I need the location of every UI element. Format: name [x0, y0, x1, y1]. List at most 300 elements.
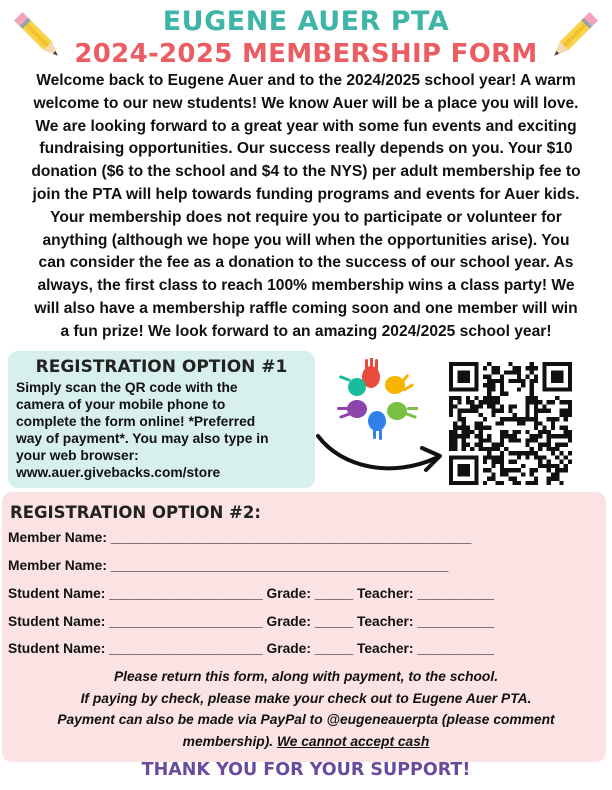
- qr-module: [483, 396, 487, 400]
- qr-module: [479, 413, 483, 417]
- qr-module: [513, 438, 517, 442]
- qr-module: [500, 383, 504, 387]
- qr-module: [453, 443, 457, 447]
- qr-module: [487, 468, 491, 472]
- qr-module: [534, 434, 538, 438]
- qr-module: [564, 443, 568, 447]
- qr-module: [496, 366, 500, 370]
- qr-module: [547, 434, 551, 438]
- qr-module: [542, 443, 546, 447]
- qr-module: [525, 443, 529, 447]
- qr-module: [555, 447, 559, 451]
- intro-line: will also have a membership raffle coming soon and one member will win: [34, 299, 578, 317]
- qr-module: [538, 443, 542, 447]
- qr-module: [568, 438, 572, 442]
- qr-module: [513, 366, 517, 370]
- qr-module: [555, 434, 559, 438]
- intro-line: Your membership does not require you to participate or volunteer for: [50, 208, 562, 226]
- qr-module: [474, 404, 478, 408]
- qr-module: [547, 430, 551, 434]
- qr-module: [559, 426, 563, 430]
- member-name-field[interactable]: Member Name: ____________________________________________: [8, 558, 449, 573]
- intro-line: always, the first class to reach 100% membership wins a class party! We: [37, 277, 575, 295]
- qr-module: [449, 438, 453, 442]
- qr-module: [530, 370, 534, 374]
- qr-module: [487, 426, 491, 430]
- qr-module: [517, 366, 521, 370]
- qr-module: [453, 438, 457, 442]
- qr-module: [551, 447, 555, 451]
- qr-module: [504, 447, 508, 451]
- option-1-line: complete the form online! *Preferred: [16, 414, 256, 429]
- qr-module: [525, 455, 529, 459]
- qr-module: [559, 481, 563, 485]
- qr-module: [457, 434, 461, 438]
- qr-module: [491, 477, 495, 481]
- qr-module: [547, 438, 551, 442]
- qr-module: [530, 451, 534, 455]
- qr-module: [568, 460, 572, 464]
- qr-module: [559, 468, 563, 472]
- qr-module: [491, 400, 495, 404]
- qr-module: [547, 460, 551, 464]
- qr-module: [521, 451, 525, 455]
- qr-module: [508, 468, 512, 472]
- qr-module: [449, 396, 453, 400]
- qr-module: [483, 447, 487, 451]
- qr-module: [496, 396, 500, 400]
- qr-module: [542, 404, 546, 408]
- qr-module: [534, 366, 538, 370]
- qr-module: [500, 481, 504, 485]
- qr-module: [555, 417, 559, 421]
- qr-module: [555, 396, 559, 400]
- qr-module: [517, 375, 521, 379]
- qr-module: [462, 409, 466, 413]
- qr-module: [521, 472, 525, 476]
- qr-module: [496, 409, 500, 413]
- qr-module: [530, 383, 534, 387]
- qr-module: [542, 426, 546, 430]
- qr-module: [504, 430, 508, 434]
- qr-module: [466, 400, 470, 404]
- qr-module: [559, 460, 563, 464]
- qr-module: [457, 396, 461, 400]
- qr-module: [547, 443, 551, 447]
- qr-module: [462, 438, 466, 442]
- qr-module: [487, 387, 491, 391]
- qr-module: [547, 400, 551, 404]
- qr-module: [551, 417, 555, 421]
- instruction-line: Payment can also be made via PayPal to @eugeneauerpta (please comment: [57, 712, 555, 727]
- qr-module: [491, 409, 495, 413]
- qr-module: [453, 434, 457, 438]
- qr-module: [542, 455, 546, 459]
- qr-module: [534, 451, 538, 455]
- qr-module: [525, 409, 529, 413]
- qr-module: [542, 464, 546, 468]
- qr-module: [504, 434, 508, 438]
- qr-module: [542, 409, 546, 413]
- qr-module: [462, 430, 466, 434]
- qr-module: [534, 477, 538, 481]
- qr-module: [530, 438, 534, 442]
- qr-module: [483, 481, 487, 485]
- qr-module: [470, 447, 474, 451]
- qr-module: [453, 430, 457, 434]
- option-1-line: your web browser:: [16, 448, 139, 463]
- qr-module: [491, 387, 495, 391]
- qr-module: [479, 447, 483, 451]
- qr-module: [555, 443, 559, 447]
- qr-module: [474, 396, 478, 400]
- qr-module: [551, 477, 555, 481]
- qr-module: [559, 443, 563, 447]
- qr-module: [534, 409, 538, 413]
- qr-module: [530, 362, 534, 366]
- intro-line: welcome to our new students! We know Auer will be a place you will love.: [33, 94, 579, 112]
- qr-module: [462, 421, 466, 425]
- qr-module: [542, 430, 546, 434]
- qr-module: [500, 472, 504, 476]
- instruction-line: If paying by check, please make your check out to Eugene Auer PTA.: [80, 690, 532, 706]
- qr-module: [479, 443, 483, 447]
- student-row[interactable]: Student Name: ____________________ Grade: _____ Teacher: __________: [8, 614, 495, 629]
- qr-module: [449, 443, 453, 447]
- qr-module: [500, 387, 504, 391]
- qr-module: [521, 421, 525, 425]
- qr-module: [487, 379, 491, 383]
- qr-module: [547, 468, 551, 472]
- qr-module: [491, 460, 495, 464]
- qr-module: [538, 434, 542, 438]
- qr-module: [457, 413, 461, 417]
- qr-module: [547, 409, 551, 413]
- qr-module: [564, 455, 568, 459]
- qr-module: [517, 379, 521, 383]
- qr-module: [517, 455, 521, 459]
- qr-module: [513, 477, 517, 481]
- qr-module: [538, 409, 542, 413]
- qr-module: [496, 379, 500, 383]
- qr-module: [470, 400, 474, 404]
- qr-module: [534, 426, 538, 430]
- qr-module: [521, 379, 525, 383]
- qr-module: [534, 396, 538, 400]
- qr-module: [500, 421, 504, 425]
- qr-module: [457, 426, 461, 430]
- qr-module: [530, 417, 534, 421]
- qr-module: [483, 383, 487, 387]
- qr-module: [466, 443, 470, 447]
- qr-module: [525, 451, 529, 455]
- qr-module: [500, 455, 504, 459]
- qr-module: [483, 375, 487, 379]
- qr-module: [500, 409, 504, 413]
- qr-module: [500, 451, 504, 455]
- qr-module: [513, 413, 517, 417]
- qr-module: [500, 392, 504, 396]
- qr-module: [538, 447, 542, 451]
- qr-module: [568, 434, 572, 438]
- qr-module: [508, 370, 512, 374]
- qr-module: [530, 379, 534, 383]
- qr-module: [483, 455, 487, 459]
- registration-option-1: [8, 351, 315, 488]
- qr-module: [538, 430, 542, 434]
- qr-module: [479, 426, 483, 430]
- qr-module: [500, 375, 504, 379]
- qr-module: [479, 400, 483, 404]
- qr-module: [530, 434, 534, 438]
- qr-module: [513, 434, 517, 438]
- qr-module: [483, 366, 487, 370]
- qr-module: [564, 430, 568, 434]
- member-name-field[interactable]: Member Name: _______________________________________________: [8, 530, 472, 545]
- qr-module: [517, 370, 521, 374]
- qr-module: [474, 421, 478, 425]
- qr-module: [508, 451, 512, 455]
- option-1-line: Simply scan the QR code with the: [16, 380, 238, 395]
- intro-line: Welcome back to Eugene Auer and to the 2024/2025 school year! A warm: [36, 72, 576, 89]
- qr-module: [449, 409, 453, 413]
- qr-module: [487, 404, 491, 408]
- qr-module: [564, 417, 568, 421]
- qr-module: [547, 477, 551, 481]
- qr-module: [551, 426, 555, 430]
- qr-module: [534, 404, 538, 408]
- qr-module: [568, 409, 572, 413]
- qr-module: [500, 379, 504, 383]
- qr-module: [496, 455, 500, 459]
- qr-module: [547, 447, 551, 451]
- intro-line: can consider the fee as a donation to the success of our school year. As: [38, 254, 574, 272]
- qr-module: [534, 455, 538, 459]
- qr-module: [564, 426, 568, 430]
- qr-module: [474, 443, 478, 447]
- qr-module: [449, 430, 453, 434]
- qr-module: [551, 464, 555, 468]
- qr-module: [496, 481, 500, 485]
- qr-module: [559, 413, 563, 417]
- instruction-text: membership).: [182, 733, 274, 749]
- qr-module: [491, 379, 495, 383]
- qr-module: [513, 468, 517, 472]
- qr-module: [474, 409, 478, 413]
- qr-module: [508, 434, 512, 438]
- qr-module: [530, 468, 534, 472]
- qr-module: [525, 438, 529, 442]
- intro-line: donation ($6 to the school and $4 to the NYS) per adult membership fee to: [31, 163, 581, 181]
- qr-module: [453, 404, 457, 408]
- qr-module: [457, 409, 461, 413]
- thank-you-message: THANK YOU FOR YOUR SUPPORT!: [141, 760, 471, 780]
- qr-module: [530, 481, 534, 485]
- qr-module: [517, 481, 521, 485]
- qr-module: [555, 472, 559, 476]
- qr-module: [517, 421, 521, 425]
- qr-module: [530, 400, 534, 404]
- qr-module: [564, 413, 568, 417]
- qr-module: [525, 396, 529, 400]
- qr-module: [500, 434, 504, 438]
- qr-module: [491, 404, 495, 408]
- qr-module: [496, 421, 500, 425]
- qr-module: [513, 404, 517, 408]
- store-url-link[interactable]: www.auer.givebacks.com/store: [16, 465, 221, 480]
- no-cash-notice: We cannot accept cash: [276, 733, 430, 749]
- qr-module: [487, 455, 491, 459]
- qr-module: [568, 413, 572, 417]
- qr-module: [457, 400, 461, 404]
- qr-module: [534, 400, 538, 404]
- qr-module: [500, 417, 504, 421]
- page-title: EUGENE AUER PTA: [162, 6, 450, 37]
- qr-module: [487, 396, 491, 400]
- qr-module: [534, 421, 538, 425]
- qr-module: [530, 447, 534, 451]
- qr-module: [551, 434, 555, 438]
- qr-module: [483, 460, 487, 464]
- qr-module: [453, 396, 457, 400]
- qr-module: [462, 417, 466, 421]
- qr-module: [479, 404, 483, 408]
- qr-module: [487, 434, 491, 438]
- qr-module: [521, 464, 525, 468]
- qr-module: [491, 396, 495, 400]
- qr-module: [551, 472, 555, 476]
- qr-module: [508, 460, 512, 464]
- qr-module: [487, 362, 491, 366]
- qr-module: [474, 434, 478, 438]
- qr-module: [479, 434, 483, 438]
- intro-line: join the PTA will help towards funding programs and events for Auer kids.: [32, 185, 580, 203]
- qr-module: [491, 472, 495, 476]
- qr-module: [559, 434, 563, 438]
- qr-module: [555, 468, 559, 472]
- qr-module: [508, 404, 512, 408]
- qr-module: [504, 468, 508, 472]
- qr-module: [483, 468, 487, 472]
- qr-module: [500, 468, 504, 472]
- qr-module: [521, 383, 525, 387]
- qr-module: [508, 362, 512, 366]
- qr-module: [508, 417, 512, 421]
- qr-module: [525, 430, 529, 434]
- intro-paragraph: [6, 70, 606, 344]
- qr-module: [530, 392, 534, 396]
- qr-module: [564, 400, 568, 404]
- qr-module: [466, 430, 470, 434]
- qr-module: [538, 464, 542, 468]
- qr-module: [551, 451, 555, 455]
- qr-module: [453, 447, 457, 451]
- qr-module: [555, 477, 559, 481]
- qr-module: [487, 383, 491, 387]
- qr-module: [534, 375, 538, 379]
- option-1-text: [16, 379, 307, 481]
- qr-module: [513, 481, 517, 485]
- option-1-line: way of payment*. You may also type in: [16, 431, 269, 446]
- qr-module: [491, 443, 495, 447]
- qr-module: [513, 451, 517, 455]
- intro-line: anything (although we hope you will when the opportunities arise). You: [42, 231, 570, 249]
- qr-module: [530, 396, 534, 400]
- qr-module: [483, 417, 487, 421]
- qr-module: [508, 438, 512, 442]
- qr-module: [530, 472, 534, 476]
- qr-module: [462, 426, 466, 430]
- qr-module: [551, 400, 555, 404]
- qr-module: [487, 438, 491, 442]
- qr-module: [470, 404, 474, 408]
- qr-module: [453, 421, 457, 425]
- qr-module: [462, 447, 466, 451]
- qr-module: [525, 404, 529, 408]
- qr-module: [508, 477, 512, 481]
- qr-module: [449, 447, 453, 451]
- qr-module: [487, 451, 491, 455]
- qr-module: [564, 409, 568, 413]
- qr-module: [500, 438, 504, 442]
- qr-module: [504, 417, 508, 421]
- qr-module: [462, 434, 466, 438]
- qr-module: [525, 413, 529, 417]
- qr-module: [559, 400, 563, 404]
- qr-module: [525, 417, 529, 421]
- qr-module: [483, 438, 487, 442]
- qr-module: [504, 370, 508, 374]
- qr-module: [500, 430, 504, 434]
- qr-module: [487, 392, 491, 396]
- student-row[interactable]: Student Name: ____________________ Grade: _____ Teacher: __________: [8, 586, 495, 601]
- qr-module: [534, 468, 538, 472]
- qr-module: [534, 413, 538, 417]
- qr-module: [500, 404, 504, 408]
- qr-module: [530, 366, 534, 370]
- qr-module: [496, 400, 500, 404]
- qr-module: [491, 464, 495, 468]
- qr-module: [525, 400, 529, 404]
- qr-module: [500, 464, 504, 468]
- qr-module: [517, 430, 521, 434]
- qr-module: [538, 455, 542, 459]
- qr-module: [525, 375, 529, 379]
- qr-module: [568, 404, 572, 408]
- qr-module: [491, 447, 495, 451]
- qr-module: [500, 443, 504, 447]
- qr-module: [513, 370, 517, 374]
- qr-module: [487, 447, 491, 451]
- qr-module: [483, 400, 487, 404]
- return-instructions: [0, 666, 612, 752]
- qr-module: [496, 443, 500, 447]
- student-row[interactable]: Student Name: ____________________ Grade: _____ Teacher: __________: [8, 641, 495, 656]
- qr-module: [449, 404, 453, 408]
- qr-module: [466, 426, 470, 430]
- intro-line: a fun prize! We look forward to an amazing 2024/2025 school year!: [60, 322, 552, 340]
- qr-module: [517, 451, 521, 455]
- qr-module: [491, 366, 495, 370]
- qr-module: [564, 464, 568, 468]
- qr-module: [538, 400, 542, 404]
- qr-module: [534, 481, 538, 485]
- qr-module: [525, 366, 529, 370]
- page-subtitle: 2024-2025 MEMBERSHIP FORM: [74, 39, 538, 69]
- qr-module: [491, 383, 495, 387]
- qr-module: [517, 438, 521, 442]
- qr-code[interactable]: [449, 362, 572, 485]
